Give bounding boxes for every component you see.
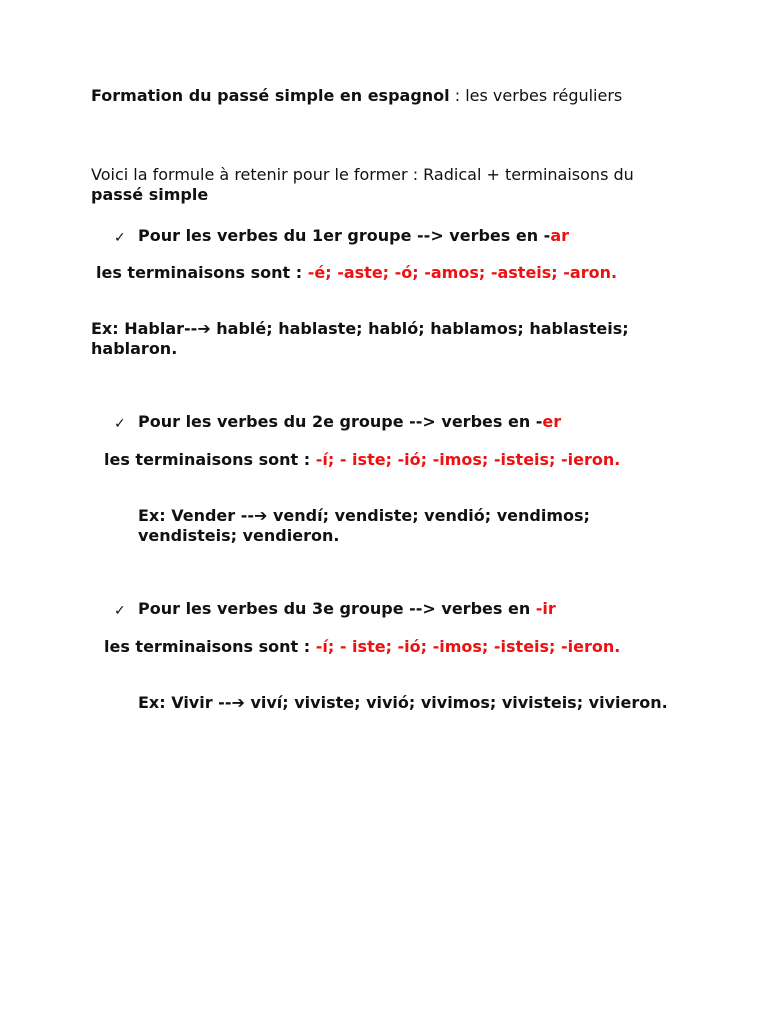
- example-forms: hablé; hablaste; habló; hablamos; hablasteis; hablaron.: [91, 319, 629, 358]
- group-heading-text: Pour les verbes du 1er groupe --> verbes en -: [138, 226, 551, 245]
- group-suffix: ar: [550, 226, 569, 245]
- intro-bold: passé simple: [91, 185, 209, 204]
- group-3-heading: [138, 599, 556, 619]
- intro-paragraph: [91, 165, 681, 205]
- endings-label: les terminaisons sont :: [104, 450, 316, 469]
- endings-label: les terminaisons sont :: [96, 263, 308, 282]
- endings-label: les terminaisons sont :: [104, 637, 316, 656]
- group-3-example: [91, 693, 681, 713]
- example-forms: viví; viviste; vivió; vivimos; vivisteis; vivieron.: [244, 693, 668, 712]
- example-verb: Ex: Vender --: [138, 506, 255, 525]
- group-3-endings: [91, 637, 666, 657]
- group-heading-text: Pour les verbes du 2e groupe --> verbes en -: [138, 412, 543, 431]
- arrow-right-icon: ➔: [254, 506, 268, 525]
- group-2-heading: [138, 412, 561, 432]
- endings-list: -í; - iste; -ió; -imos; -isteis; -ieron.: [315, 450, 621, 469]
- intro-text: Voici la formule à retenir pour le former : Radical + terminaisons du: [91, 165, 634, 184]
- example-verb: Ex: Vivir --: [138, 693, 232, 712]
- group-heading-text: Pour les verbes du 3e groupe --> verbes en: [138, 599, 536, 618]
- group-1-endings: [91, 263, 666, 283]
- title-rest: : les verbes réguliers: [449, 86, 623, 105]
- group-2-endings: [91, 450, 666, 470]
- group-suffix: -ir: [535, 599, 556, 618]
- check-mark-icon: ✓: [114, 416, 126, 432]
- arrow-right-icon: ➔: [197, 319, 211, 338]
- group-2-example: [91, 506, 681, 546]
- title-bold: Formation du passé simple en espagnol: [91, 86, 450, 105]
- arrow-right-icon: ➔: [231, 693, 245, 712]
- example-verb: Ex: Hablar--: [91, 319, 198, 338]
- group-1-example: [91, 319, 681, 359]
- group-1-heading: [138, 226, 569, 246]
- endings-list: -é; -aste; -ó; -amos; -asteis; -aron.: [307, 263, 618, 282]
- check-mark-icon: ✓: [114, 603, 126, 619]
- check-mark-icon: ✓: [114, 230, 126, 246]
- example-forms: vendí; vendiste; vendió; vendimos; vendisteis; vendieron.: [138, 506, 590, 545]
- group-suffix: er: [542, 412, 562, 431]
- endings-list: -í; - iste; -ió; -imos; -isteis; -ieron.: [315, 637, 621, 656]
- document-title: [91, 86, 681, 106]
